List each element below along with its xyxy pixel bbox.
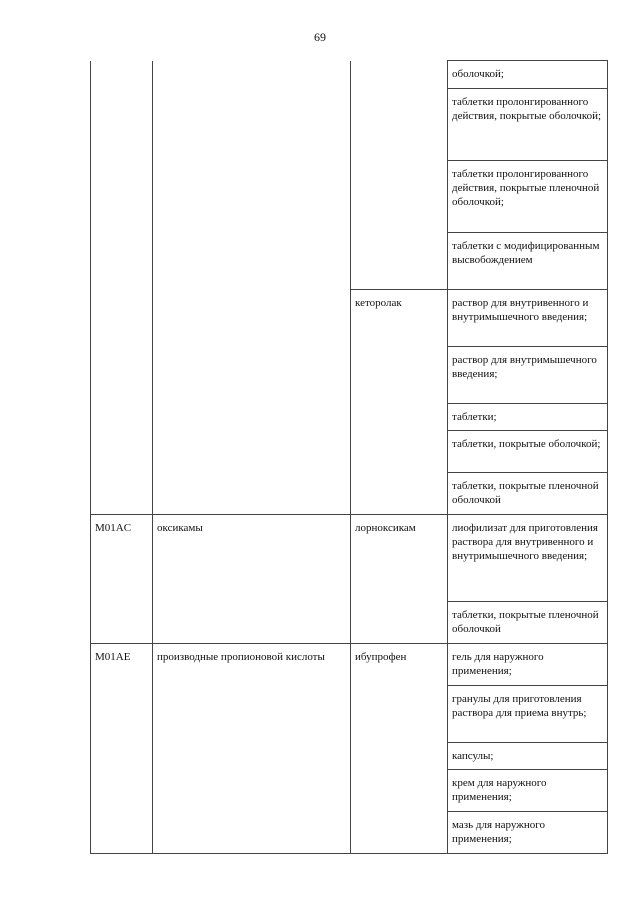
drug-name-cell: кеторолак	[351, 290, 448, 515]
dosage-form-cell: гранулы для приготовления раствора для приема внутрь;	[448, 686, 608, 743]
drug-name-cell	[351, 61, 448, 290]
dosage-form-cell: таблетки, покрытые оболочкой;	[448, 431, 608, 473]
drug-name-cell: лорноксикам	[351, 515, 448, 644]
table-row	[91, 644, 608, 686]
dosage-form-cell: раствор для внутривенного и внутримышечного введения;	[448, 290, 608, 347]
dosage-form-cell: раствор для внутримышечного введения;	[448, 347, 608, 404]
group-name-cell: оксикамы	[153, 515, 351, 644]
dosage-form-cell: капсулы;	[448, 743, 608, 770]
dosage-form-cell: таблетки пролонгированного действия, покрытые оболочкой;	[448, 89, 608, 161]
atc-code-cell	[91, 61, 153, 515]
dosage-form-cell: мазь для наружного применения;	[448, 812, 608, 854]
dosage-form-cell: таблетки, покрытые пленочной оболочкой	[448, 602, 608, 644]
group-name-cell	[153, 61, 351, 515]
atc-code-cell: M01AC	[91, 515, 153, 644]
dosage-form-cell: таблетки;	[448, 404, 608, 431]
dosage-form-cell: таблетки пролонгированного действия, покрытые пленочной оболочкой;	[448, 161, 608, 233]
drug-name-cell: ибупрофен	[351, 644, 448, 854]
dosage-form-cell: таблетки с модифицированным высвобождением	[448, 233, 608, 290]
table-row	[91, 61, 608, 89]
dosage-form-cell: лиофилизат для приготовления раствора для внутривенного и внутримышечного введения;	[448, 515, 608, 602]
medication-table	[90, 60, 608, 854]
dosage-form-cell: гель для наружного применения;	[448, 644, 608, 686]
dosage-form-cell: оболочкой;	[448, 61, 608, 89]
page-number: 69	[314, 30, 326, 44]
atc-code-cell: M01AE	[91, 644, 153, 854]
dosage-form-cell: таблетки, покрытые пленочной оболочкой	[448, 473, 608, 515]
table-row	[91, 515, 608, 602]
group-name-cell: производные пропионовой кислоты	[153, 644, 351, 854]
dosage-form-cell: крем для наружного применения;	[448, 770, 608, 812]
